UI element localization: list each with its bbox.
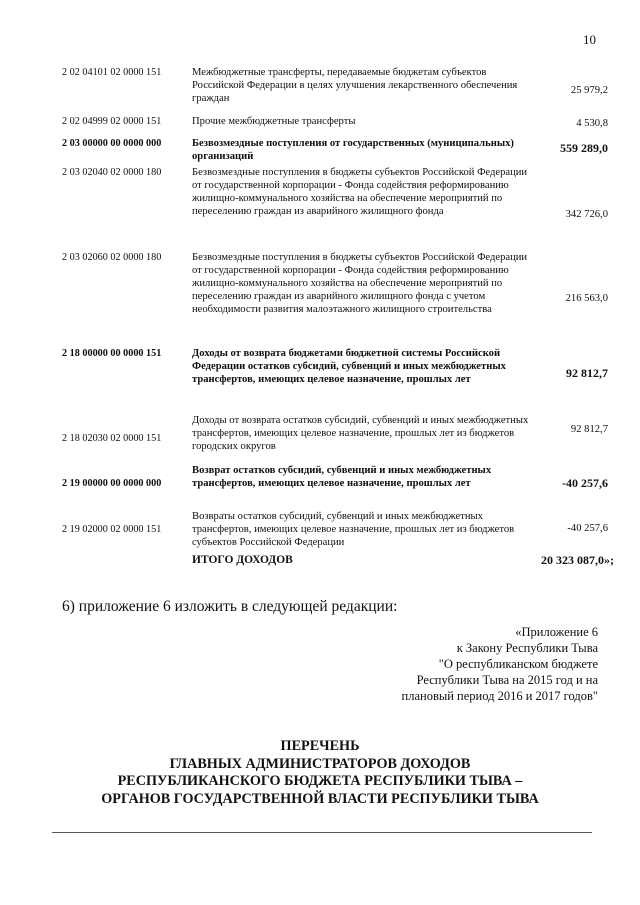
appendix-reference (402, 624, 598, 704)
revenue-amount: -40 257,6 (562, 476, 608, 490)
revenue-name: Межбюджетные трансферты, передаваемые бюджетам субъектов Российской Федерации в целях улучшения лекарственного обеспечения граждан (192, 67, 518, 104)
revenue-amount: 342 726,0 (565, 209, 608, 220)
page-number: 10 (583, 32, 596, 47)
appendix-line: к Закону Республики Тыва (456, 641, 598, 655)
table-row (62, 506, 614, 552)
table-row (62, 62, 614, 112)
list-heading (0, 738, 640, 808)
budget-code: 2 19 00000 00 0000 000 (62, 478, 162, 489)
total-label: ИТОГО ДОХОДОВ (192, 554, 293, 566)
revenue-name: Безвозмездные поступления в бюджеты субъектов Российской Федерации от государственной корпорации - Фонда содействия реформированию жилищно-коммунального хозяйства на обеспечение мероприятий по переселению граждан из аварийного жилищного фонда (192, 167, 528, 217)
budget-code: 2 03 02040 02 0000 180 (62, 167, 162, 178)
budget-code: 2 02 04999 02 0000 151 (62, 116, 162, 127)
revenue-amount: 25 979,2 (570, 85, 608, 96)
table-top-rule (52, 832, 592, 833)
budget-code: 2 19 02000 02 0000 151 (62, 524, 162, 535)
revenue-name: Возврат остатков субсидий, субвенций и иных межбюджетных трансфертов, имеющих целевое назначение, прошлых лет (192, 465, 492, 489)
revenue-name: Прочие межбюджетные трансферты (192, 116, 356, 127)
appendix-line: плановый период 2016 и 2017 годов" (401, 689, 598, 703)
revenue-amount: 216 563,0 (565, 293, 608, 304)
revenue-name: Безвозмездные поступления в бюджеты субъектов Российской Федерации от государственной корпорации - Фонда содействия реформированию жилищно-коммунального хозяйства на обеспечение мероприятий по переселению граждан из аварийного жилищного фонда с учетом необходимости развития малоэтажного жилищного строительства (192, 252, 528, 315)
budget-code: 2 03 00000 00 0000 000 (62, 138, 162, 149)
appendix-line: "О республиканском бюджете (438, 657, 598, 671)
revenue-amount: -40 257,6 (567, 523, 608, 534)
table-row (62, 132, 614, 164)
heading-line: ОРГАНОВ ГОСУДАРСТВЕННОЙ ВЛАСТИ РЕСПУБЛИКИ ТЫВА (101, 790, 539, 807)
table-row (62, 342, 614, 408)
budget-table (62, 62, 614, 572)
revenue-amount: 92 812,7 (570, 424, 608, 435)
table-row (62, 112, 614, 132)
table-row (62, 408, 614, 458)
heading-line: ПЕРЕЧЕНЬ (280, 738, 360, 754)
budget-code: 2 18 02030 02 0000 151 (62, 433, 162, 444)
revenue-name: Безвозмездные поступления от государственных (муниципальных) организаций (192, 138, 514, 162)
revenue-name: Возвраты остатков субсидий, субвенций и иных межбюджетных трансфертов, имеющих целевое назначение, прошлых лет из бюджетов субъектов Российской Федерации (192, 511, 515, 548)
table-row (62, 164, 614, 244)
budget-code: 2 02 04101 02 0000 151 (62, 67, 162, 78)
appendix-line: Республики Тыва на 2015 год и на (416, 673, 598, 687)
appendix-line: «Приложение 6 (515, 625, 598, 639)
heading-line: РЕСПУБЛИКАНСКОГО БЮДЖЕТА РЕСПУБЛИКИ ТЫВА – (117, 773, 523, 789)
budget-code: 2 03 02060 02 0000 180 (62, 252, 162, 263)
total-amount: 20 323 087,0»; (541, 553, 614, 567)
budget-code: 2 18 00000 00 0000 151 (62, 348, 162, 359)
revenue-amount: 4 530,8 (576, 118, 608, 129)
revenue-name: Доходы от возврата остатков субсидий, субвенций и иных межбюджетных трансфертов, имеющих целевое назначение, прошлых лет из бюджетов городских округов (192, 415, 529, 452)
item-6-instruction: 6) приложение 6 изложить в следующей редакции: (62, 598, 398, 615)
revenue-amount: 559 289,0 (560, 141, 608, 155)
total-row (62, 552, 614, 572)
table-row (62, 458, 614, 506)
table-row (62, 244, 614, 342)
heading-line: ГЛАВНЫХ АДМИНИСТРАТОРОВ ДОХОДОВ (169, 755, 471, 772)
revenue-amount: 92 812,7 (566, 366, 608, 380)
revenue-name: Доходы от возврата бюджетами бюджетной системы Российской Федерации остатков субсидий, субвенций и иных межбюджетных трансфертов, имеющих целевое назначение, прошлых лет (192, 348, 506, 385)
